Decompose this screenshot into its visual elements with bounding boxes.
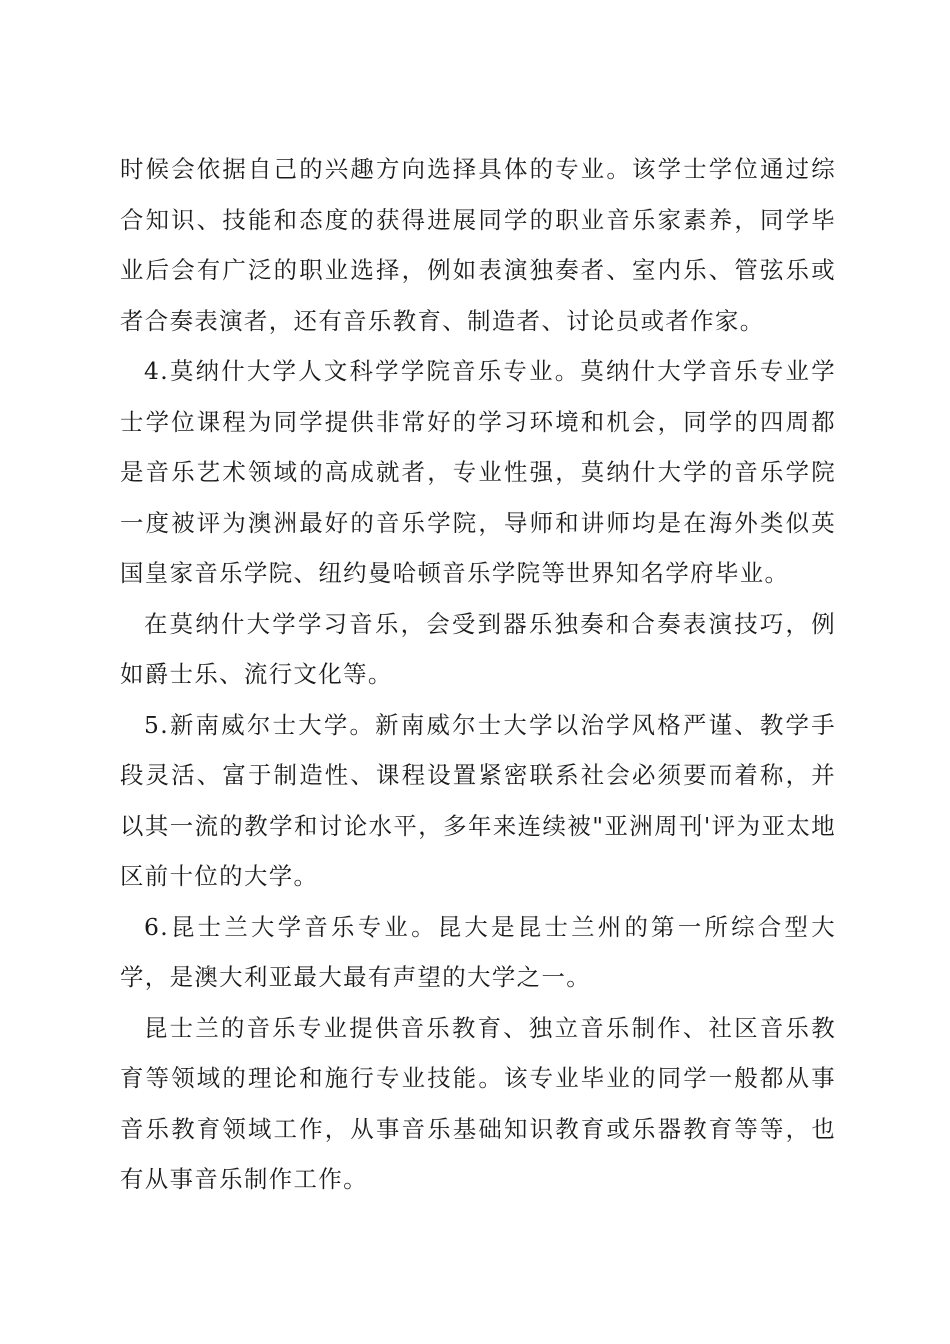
document-body (120, 144, 836, 1205)
paragraph-unsw: 5.新南威尔士大学。新南威尔士大学以治学风格严谨、教学手段灵活、富于制造性、课程设置紧密联系社会必须要而着称，并以其一流的教学和讨论水平，多年来连续被"亚洲周刊'评为亚太地区前十位的大学。 (120, 710, 836, 890)
paragraph-uq-music: 6.昆士兰大学音乐专业。昆大是昆士兰州的第一所综合型大学，是澳大利亚最大最有声望的大学之一。 (120, 912, 836, 991)
paragraph-monash-music: 4.莫纳什大学人文科学学院音乐专业。莫纳什大学音乐专业学士学位课程为同学提供非常好的学习环境和机会，同学的四周都是音乐艺术领域的高成就者，专业性强，莫纳什大学的音乐学院一度被评为澳洲最好的音乐学院，导师和讲师均是在海外类似英国皇家音乐学院、纽约曼哈顿音乐学院等世界知名学府毕业。 (120, 357, 836, 587)
paragraph-uq-program: 昆士兰的音乐专业提供音乐教育、独立音乐制作、社区音乐教育等领域的理论和施行专业技能。该专业毕业的同学一般都从事音乐教育领域工作，从事音乐基础知识教育或乐器教育等等，也有从事音乐制作工作。 (120, 1013, 836, 1193)
paragraph-career-options: 时候会依据自己的兴趣方向选择具体的专业。该学士学位通过综合知识、技能和态度的获得进展同学的职业音乐家素养，同学毕业后会有广泛的职业选择，例如表演独奏者、室内乐、管弦乐或者合奏表演者，还有音乐教育、制造者、讨论员或者作家。 (120, 155, 836, 335)
paragraph-monash-study: 在莫纳什大学学习音乐，会受到器乐独奏和合奏表演技巧，例如爵士乐、流行文化等。 (120, 609, 836, 688)
